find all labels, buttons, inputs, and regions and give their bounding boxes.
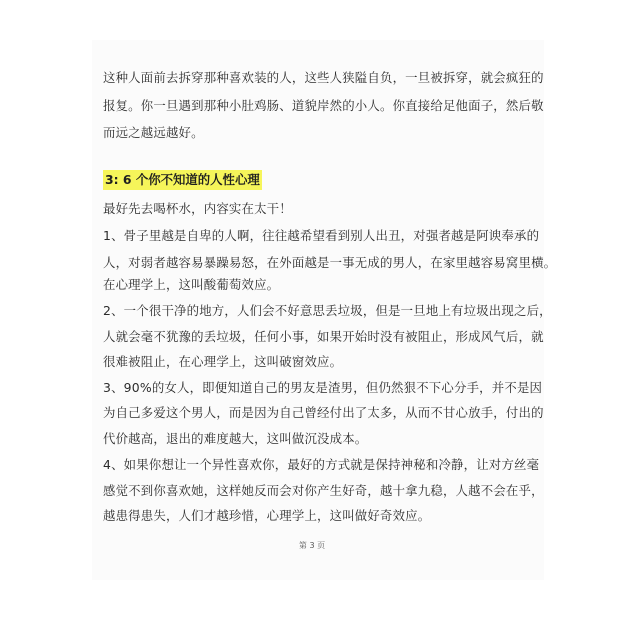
paragraph-2-line-2: 人就会毫不犹豫的丢垃圾，任何小事，如果开始时没有被阻止，形成风气后，就 — [103, 329, 544, 344]
page-number: 第 3 页 — [298, 541, 326, 550]
intro-line-2: 报复。你一旦遇到那种小肚鸡肠、道貌岸然的小人。你直接给足他面子，然后敬 — [103, 98, 544, 113]
intro-line-1: 这种人面前去拆穿那种喜欢装的人，这些人狭隘自负，一旦被拆穿，就会疯狂的 — [103, 70, 544, 85]
paragraph-2-line-3: 很难被阻止，在心理学上，这叫破窗效应。 — [103, 354, 343, 369]
paragraph-2-line-1: 2、一个很干净的地方，人们会不好意思丢垃圾，但是一旦地上有垃圾出现之后， — [103, 303, 552, 318]
paragraph-4-line-1: 4、如果你想让一个异性喜欢你，最好的方式就是保持神秘和冷静，让对方丝毫 — [103, 457, 540, 472]
intro-note: 最好先去喝杯水，内容实在太干！ — [103, 201, 292, 216]
paragraph-4-line-2: 感觉不到你喜欢她，这样她反而会对你产生好奇，越十拿九稳，人越不会在乎， — [103, 483, 544, 498]
paragraph-1-line-3: 在心理学上，这叫酸葡萄效应。 — [103, 277, 280, 292]
paragraph-1-line-2: 人，对弱者越容易暴躁易怒，在外面越是一事无成的男人，在家里越容易窝里横。 — [103, 255, 557, 270]
paragraph-1-line-1: 1、骨子里越是自卑的人啊，往往越希望看到别人出丑，对强者越是阿谀奉承的 — [103, 228, 540, 243]
intro-line-3: 而远之越远越好。 — [103, 125, 204, 140]
section-heading: 3: 6 个你不知道的人性心理 — [103, 170, 262, 190]
paragraph-3-line-2: 为自己多爱这个男人，而是因为自己曾经付出了太多，从而不甘心放手，付出的 — [103, 405, 544, 420]
paragraph-3-line-3: 代价越高，退出的难度越大，这叫做沉没成本。 — [103, 431, 368, 446]
paragraph-3-line-1: 3、90%的女人，即便知道自己的男友是渣男，但仍然狠不下心分手，并不是因 — [103, 380, 543, 395]
paragraph-4-line-3: 越患得患失，人们才越珍惜，心理学上，这叫做好奇效应。 — [103, 508, 431, 523]
